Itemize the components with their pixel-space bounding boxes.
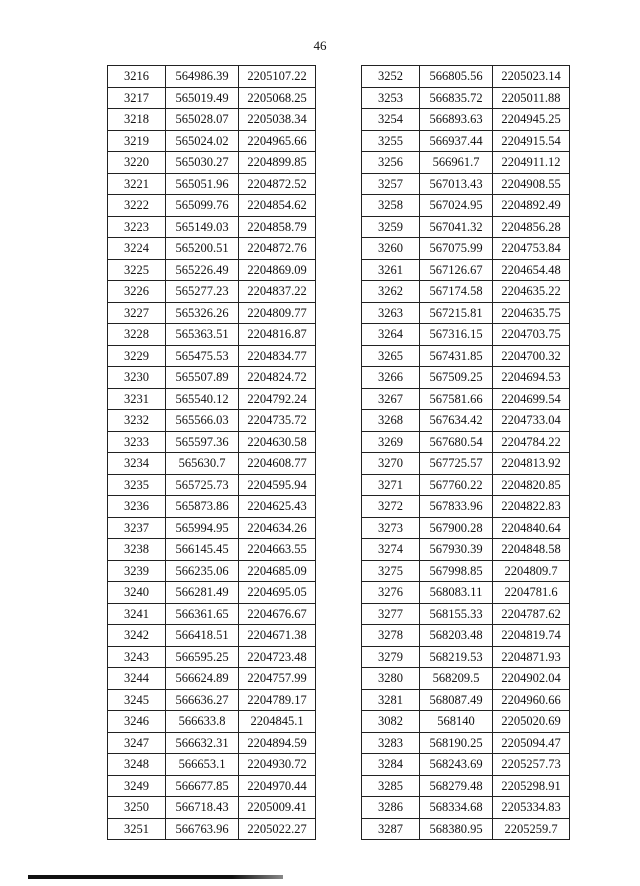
x-coordinate-cell: 566418.51 bbox=[166, 625, 239, 647]
x-coordinate-cell: 567174.58 bbox=[420, 281, 493, 303]
x-coordinate-cell: 568203.48 bbox=[420, 625, 493, 647]
y-coordinate-cell: 2204634.26 bbox=[239, 517, 316, 539]
y-coordinate-cell: 2205107.22 bbox=[239, 66, 316, 88]
table-row bbox=[362, 431, 570, 453]
table-row bbox=[108, 474, 316, 496]
y-coordinate-cell: 2204871.93 bbox=[493, 646, 570, 668]
y-coordinate-cell: 2205038.34 bbox=[239, 109, 316, 131]
point-id-cell: 3256 bbox=[362, 152, 420, 174]
x-coordinate-cell: 568380.95 bbox=[420, 818, 493, 840]
table-row bbox=[108, 324, 316, 346]
table-row bbox=[108, 388, 316, 410]
y-coordinate-cell: 2204840.64 bbox=[493, 517, 570, 539]
x-coordinate-cell: 566718.43 bbox=[166, 797, 239, 819]
y-coordinate-cell: 2204902.04 bbox=[493, 668, 570, 690]
point-id-cell: 3257 bbox=[362, 173, 420, 195]
x-coordinate-cell: 565024.02 bbox=[166, 130, 239, 152]
point-id-cell: 3261 bbox=[362, 259, 420, 281]
table-row bbox=[362, 216, 570, 238]
y-coordinate-cell: 2205298.91 bbox=[493, 775, 570, 797]
point-id-cell: 3228 bbox=[108, 324, 166, 346]
y-coordinate-cell: 2204848.58 bbox=[493, 539, 570, 561]
y-coordinate-cell: 2204816.87 bbox=[239, 324, 316, 346]
point-id-cell: 3216 bbox=[108, 66, 166, 88]
coordinate-table-right bbox=[361, 65, 570, 840]
table-row bbox=[362, 689, 570, 711]
y-coordinate-cell: 2204911.12 bbox=[493, 152, 570, 174]
point-id-cell: 3264 bbox=[362, 324, 420, 346]
point-id-cell: 3238 bbox=[108, 539, 166, 561]
x-coordinate-cell: 567509.25 bbox=[420, 367, 493, 389]
y-coordinate-cell: 2205022.27 bbox=[239, 818, 316, 840]
x-coordinate-cell: 567680.54 bbox=[420, 431, 493, 453]
table-row bbox=[108, 410, 316, 432]
x-coordinate-cell: 567215.81 bbox=[420, 302, 493, 324]
point-id-cell: 3223 bbox=[108, 216, 166, 238]
table-row bbox=[108, 173, 316, 195]
y-coordinate-cell: 2204753.84 bbox=[493, 238, 570, 260]
x-coordinate-cell: 566633.8 bbox=[166, 711, 239, 733]
table-row bbox=[108, 109, 316, 131]
x-coordinate-cell: 567930.39 bbox=[420, 539, 493, 561]
table-row bbox=[108, 797, 316, 819]
table-row bbox=[362, 238, 570, 260]
x-coordinate-cell: 565019.49 bbox=[166, 87, 239, 109]
x-coordinate-cell: 568190.25 bbox=[420, 732, 493, 754]
bottom-rule bbox=[28, 875, 283, 879]
x-coordinate-cell: 565149.03 bbox=[166, 216, 239, 238]
table-row bbox=[362, 195, 570, 217]
x-coordinate-cell: 567725.57 bbox=[420, 453, 493, 475]
table-row bbox=[108, 582, 316, 604]
table-row bbox=[108, 238, 316, 260]
x-coordinate-cell: 568334.68 bbox=[420, 797, 493, 819]
y-coordinate-cell: 2205094.47 bbox=[493, 732, 570, 754]
x-coordinate-cell: 566361.65 bbox=[166, 603, 239, 625]
table-row bbox=[108, 259, 316, 281]
x-coordinate-cell: 566937.44 bbox=[420, 130, 493, 152]
table-row bbox=[108, 130, 316, 152]
y-coordinate-cell: 2204700.32 bbox=[493, 345, 570, 367]
x-coordinate-cell: 565994.95 bbox=[166, 517, 239, 539]
x-coordinate-cell: 568219.53 bbox=[420, 646, 493, 668]
y-coordinate-cell: 2204787.62 bbox=[493, 603, 570, 625]
point-id-cell: 3286 bbox=[362, 797, 420, 819]
x-coordinate-cell: 565099.76 bbox=[166, 195, 239, 217]
table-row bbox=[362, 87, 570, 109]
y-coordinate-cell: 2204908.55 bbox=[493, 173, 570, 195]
point-id-cell: 3265 bbox=[362, 345, 420, 367]
point-id-cell: 3234 bbox=[108, 453, 166, 475]
y-coordinate-cell: 2204703.75 bbox=[493, 324, 570, 346]
point-id-cell: 3235 bbox=[108, 474, 166, 496]
y-coordinate-cell: 2204854.62 bbox=[239, 195, 316, 217]
x-coordinate-cell: 565507.89 bbox=[166, 367, 239, 389]
point-id-cell: 3220 bbox=[108, 152, 166, 174]
x-coordinate-cell: 567833.96 bbox=[420, 496, 493, 518]
table-row bbox=[362, 367, 570, 389]
y-coordinate-cell: 2205334.83 bbox=[493, 797, 570, 819]
point-id-cell: 3258 bbox=[362, 195, 420, 217]
table-row bbox=[108, 603, 316, 625]
x-coordinate-cell: 567900.28 bbox=[420, 517, 493, 539]
point-id-cell: 3253 bbox=[362, 87, 420, 109]
y-coordinate-cell: 2204654.48 bbox=[493, 259, 570, 281]
point-id-cell: 3273 bbox=[362, 517, 420, 539]
y-coordinate-cell: 2204822.83 bbox=[493, 496, 570, 518]
y-coordinate-cell: 2204630.58 bbox=[239, 431, 316, 453]
table-row bbox=[362, 646, 570, 668]
table-row bbox=[362, 130, 570, 152]
y-coordinate-cell: 2204635.75 bbox=[493, 302, 570, 324]
table-row bbox=[108, 496, 316, 518]
y-coordinate-cell: 2204837.22 bbox=[239, 281, 316, 303]
table-row bbox=[362, 474, 570, 496]
y-coordinate-cell: 2205023.14 bbox=[493, 66, 570, 88]
table-row bbox=[362, 603, 570, 625]
point-id-cell: 3259 bbox=[362, 216, 420, 238]
y-coordinate-cell: 2204663.55 bbox=[239, 539, 316, 561]
table-row bbox=[108, 689, 316, 711]
point-id-cell: 3266 bbox=[362, 367, 420, 389]
x-coordinate-cell: 566763.96 bbox=[166, 818, 239, 840]
table-row bbox=[362, 818, 570, 840]
point-id-cell: 3270 bbox=[362, 453, 420, 475]
x-coordinate-cell: 567581.66 bbox=[420, 388, 493, 410]
x-coordinate-cell: 567013.43 bbox=[420, 173, 493, 195]
x-coordinate-cell: 566835.72 bbox=[420, 87, 493, 109]
point-id-cell: 3217 bbox=[108, 87, 166, 109]
y-coordinate-cell: 2205011.88 bbox=[493, 87, 570, 109]
point-id-cell: 3245 bbox=[108, 689, 166, 711]
point-id-cell: 3251 bbox=[108, 818, 166, 840]
table-row bbox=[362, 797, 570, 819]
point-id-cell: 3250 bbox=[108, 797, 166, 819]
point-id-cell: 3248 bbox=[108, 754, 166, 776]
y-coordinate-cell: 2204694.53 bbox=[493, 367, 570, 389]
point-id-cell: 3254 bbox=[362, 109, 420, 131]
y-coordinate-cell: 2204671.38 bbox=[239, 625, 316, 647]
x-coordinate-cell: 565028.07 bbox=[166, 109, 239, 131]
table-row bbox=[362, 410, 570, 432]
y-coordinate-cell: 2204965.66 bbox=[239, 130, 316, 152]
point-id-cell: 3283 bbox=[362, 732, 420, 754]
table-row bbox=[108, 646, 316, 668]
table-row bbox=[108, 431, 316, 453]
table-row bbox=[108, 668, 316, 690]
point-id-cell: 3268 bbox=[362, 410, 420, 432]
point-id-cell: 3274 bbox=[362, 539, 420, 561]
point-id-cell: 3226 bbox=[108, 281, 166, 303]
table-row bbox=[362, 517, 570, 539]
point-id-cell: 3262 bbox=[362, 281, 420, 303]
point-id-cell: 3243 bbox=[108, 646, 166, 668]
table-row bbox=[108, 517, 316, 539]
point-id-cell: 3271 bbox=[362, 474, 420, 496]
point-id-cell: 3267 bbox=[362, 388, 420, 410]
x-coordinate-cell: 568083.11 bbox=[420, 582, 493, 604]
x-coordinate-cell: 567126.67 bbox=[420, 259, 493, 281]
table-row bbox=[108, 367, 316, 389]
point-id-cell: 3277 bbox=[362, 603, 420, 625]
table-row bbox=[362, 496, 570, 518]
point-id-cell: 3219 bbox=[108, 130, 166, 152]
table-row bbox=[108, 453, 316, 475]
point-id-cell: 3279 bbox=[362, 646, 420, 668]
table-row bbox=[362, 711, 570, 733]
y-coordinate-cell: 2204894.59 bbox=[239, 732, 316, 754]
y-coordinate-cell: 2205259.7 bbox=[493, 818, 570, 840]
x-coordinate-cell: 567998.85 bbox=[420, 560, 493, 582]
point-id-cell: 3246 bbox=[108, 711, 166, 733]
point-id-cell: 3237 bbox=[108, 517, 166, 539]
x-coordinate-cell: 566145.45 bbox=[166, 539, 239, 561]
point-id-cell: 3285 bbox=[362, 775, 420, 797]
table-row bbox=[108, 87, 316, 109]
y-coordinate-cell: 2204819.74 bbox=[493, 625, 570, 647]
y-coordinate-cell: 2204824.72 bbox=[239, 367, 316, 389]
point-id-cell: 3240 bbox=[108, 582, 166, 604]
x-coordinate-cell: 565540.12 bbox=[166, 388, 239, 410]
x-coordinate-cell: 566235.06 bbox=[166, 560, 239, 582]
table-row bbox=[362, 302, 570, 324]
y-coordinate-cell: 2204789.17 bbox=[239, 689, 316, 711]
table-row bbox=[362, 281, 570, 303]
table-row bbox=[362, 625, 570, 647]
y-coordinate-cell: 2204930.72 bbox=[239, 754, 316, 776]
x-coordinate-cell: 567316.15 bbox=[420, 324, 493, 346]
point-id-cell: 3249 bbox=[108, 775, 166, 797]
point-id-cell: 3247 bbox=[108, 732, 166, 754]
table-row bbox=[362, 109, 570, 131]
y-coordinate-cell: 2204757.99 bbox=[239, 668, 316, 690]
point-id-cell: 3287 bbox=[362, 818, 420, 840]
table-row bbox=[108, 711, 316, 733]
y-coordinate-cell: 2205257.73 bbox=[493, 754, 570, 776]
y-coordinate-cell: 2204960.66 bbox=[493, 689, 570, 711]
x-coordinate-cell: 565326.26 bbox=[166, 302, 239, 324]
table-row bbox=[362, 345, 570, 367]
y-coordinate-cell: 2204869.09 bbox=[239, 259, 316, 281]
x-coordinate-cell: 566653.1 bbox=[166, 754, 239, 776]
point-id-cell: 3221 bbox=[108, 173, 166, 195]
x-coordinate-cell: 565873.86 bbox=[166, 496, 239, 518]
x-coordinate-cell: 566632.31 bbox=[166, 732, 239, 754]
point-id-cell: 3229 bbox=[108, 345, 166, 367]
point-id-cell: 3255 bbox=[362, 130, 420, 152]
page-number: 46 bbox=[313, 38, 327, 53]
table-row bbox=[108, 732, 316, 754]
y-coordinate-cell: 2205020.69 bbox=[493, 711, 570, 733]
table-row bbox=[108, 625, 316, 647]
table-row bbox=[108, 560, 316, 582]
x-coordinate-cell: 566636.27 bbox=[166, 689, 239, 711]
x-coordinate-cell: 564986.39 bbox=[166, 66, 239, 88]
point-id-cell: 3227 bbox=[108, 302, 166, 324]
point-id-cell: 3233 bbox=[108, 431, 166, 453]
x-coordinate-cell: 565630.7 bbox=[166, 453, 239, 475]
point-id-cell: 3281 bbox=[362, 689, 420, 711]
point-id-cell: 3244 bbox=[108, 668, 166, 690]
point-id-cell: 3232 bbox=[108, 410, 166, 432]
x-coordinate-cell: 567041.32 bbox=[420, 216, 493, 238]
x-coordinate-cell: 568243.69 bbox=[420, 754, 493, 776]
y-coordinate-cell: 2204809.77 bbox=[239, 302, 316, 324]
point-id-cell: 3275 bbox=[362, 560, 420, 582]
table-row bbox=[362, 539, 570, 561]
y-coordinate-cell: 2204809.7 bbox=[493, 560, 570, 582]
table-row bbox=[108, 775, 316, 797]
x-coordinate-cell: 565597.36 bbox=[166, 431, 239, 453]
table-row bbox=[108, 66, 316, 88]
y-coordinate-cell: 2204723.48 bbox=[239, 646, 316, 668]
x-coordinate-cell: 568209.5 bbox=[420, 668, 493, 690]
y-coordinate-cell: 2204695.05 bbox=[239, 582, 316, 604]
x-coordinate-cell: 567075.99 bbox=[420, 238, 493, 260]
table-row bbox=[362, 775, 570, 797]
y-coordinate-cell: 2204899.85 bbox=[239, 152, 316, 174]
y-coordinate-cell: 2204792.24 bbox=[239, 388, 316, 410]
y-coordinate-cell: 2205068.25 bbox=[239, 87, 316, 109]
table-row bbox=[362, 259, 570, 281]
x-coordinate-cell: 567431.85 bbox=[420, 345, 493, 367]
y-coordinate-cell: 2204595.94 bbox=[239, 474, 316, 496]
point-id-cell: 3082 bbox=[362, 711, 420, 733]
y-coordinate-cell: 2204784.22 bbox=[493, 431, 570, 453]
y-coordinate-cell: 2204608.77 bbox=[239, 453, 316, 475]
x-coordinate-cell: 565566.03 bbox=[166, 410, 239, 432]
x-coordinate-cell: 565030.27 bbox=[166, 152, 239, 174]
y-coordinate-cell: 2204781.6 bbox=[493, 582, 570, 604]
table-row bbox=[108, 818, 316, 840]
table-row bbox=[362, 388, 570, 410]
x-coordinate-cell: 568087.49 bbox=[420, 689, 493, 711]
table-row bbox=[362, 152, 570, 174]
x-coordinate-cell: 567760.22 bbox=[420, 474, 493, 496]
table-row bbox=[108, 302, 316, 324]
y-coordinate-cell: 2204813.92 bbox=[493, 453, 570, 475]
y-coordinate-cell: 2205009.41 bbox=[239, 797, 316, 819]
y-coordinate-cell: 2204858.79 bbox=[239, 216, 316, 238]
x-coordinate-cell: 565200.51 bbox=[166, 238, 239, 260]
table-row bbox=[362, 732, 570, 754]
y-coordinate-cell: 2204856.28 bbox=[493, 216, 570, 238]
point-id-cell: 3284 bbox=[362, 754, 420, 776]
table-row bbox=[108, 152, 316, 174]
y-coordinate-cell: 2204625.43 bbox=[239, 496, 316, 518]
point-id-cell: 3236 bbox=[108, 496, 166, 518]
point-id-cell: 3276 bbox=[362, 582, 420, 604]
x-coordinate-cell: 566281.49 bbox=[166, 582, 239, 604]
table-row bbox=[108, 281, 316, 303]
y-coordinate-cell: 2204915.54 bbox=[493, 130, 570, 152]
table-row bbox=[362, 560, 570, 582]
coordinate-table-left bbox=[107, 65, 316, 840]
x-coordinate-cell: 565277.23 bbox=[166, 281, 239, 303]
x-coordinate-cell: 565475.53 bbox=[166, 345, 239, 367]
point-id-cell: 3230 bbox=[108, 367, 166, 389]
table-row bbox=[362, 668, 570, 690]
table-row bbox=[108, 754, 316, 776]
table-row bbox=[108, 345, 316, 367]
point-id-cell: 3224 bbox=[108, 238, 166, 260]
point-id-cell: 3242 bbox=[108, 625, 166, 647]
table-row bbox=[108, 195, 316, 217]
x-coordinate-cell: 568155.33 bbox=[420, 603, 493, 625]
y-coordinate-cell: 2204872.52 bbox=[239, 173, 316, 195]
x-coordinate-cell: 566893.63 bbox=[420, 109, 493, 131]
table-row bbox=[362, 173, 570, 195]
x-coordinate-cell: 566677.85 bbox=[166, 775, 239, 797]
point-id-cell: 3252 bbox=[362, 66, 420, 88]
table-row bbox=[362, 754, 570, 776]
x-coordinate-cell: 567024.95 bbox=[420, 195, 493, 217]
y-coordinate-cell: 2204834.77 bbox=[239, 345, 316, 367]
x-coordinate-cell: 566595.25 bbox=[166, 646, 239, 668]
x-coordinate-cell: 568140 bbox=[420, 711, 493, 733]
table-row bbox=[362, 66, 570, 88]
x-coordinate-cell: 567634.42 bbox=[420, 410, 493, 432]
x-coordinate-cell: 565051.96 bbox=[166, 173, 239, 195]
point-id-cell: 3222 bbox=[108, 195, 166, 217]
table-row bbox=[362, 582, 570, 604]
point-id-cell: 3231 bbox=[108, 388, 166, 410]
y-coordinate-cell: 2204970.44 bbox=[239, 775, 316, 797]
point-id-cell: 3269 bbox=[362, 431, 420, 453]
point-id-cell: 3260 bbox=[362, 238, 420, 260]
y-coordinate-cell: 2204945.25 bbox=[493, 109, 570, 131]
y-coordinate-cell: 2204733.04 bbox=[493, 410, 570, 432]
point-id-cell: 3278 bbox=[362, 625, 420, 647]
y-coordinate-cell: 2204820.85 bbox=[493, 474, 570, 496]
point-id-cell: 3280 bbox=[362, 668, 420, 690]
point-id-cell: 3272 bbox=[362, 496, 420, 518]
y-coordinate-cell: 2204872.76 bbox=[239, 238, 316, 260]
x-coordinate-cell: 566805.56 bbox=[420, 66, 493, 88]
y-coordinate-cell: 2204699.54 bbox=[493, 388, 570, 410]
y-coordinate-cell: 2204685.09 bbox=[239, 560, 316, 582]
point-id-cell: 3239 bbox=[108, 560, 166, 582]
table-row bbox=[362, 453, 570, 475]
point-id-cell: 3263 bbox=[362, 302, 420, 324]
y-coordinate-cell: 2204635.22 bbox=[493, 281, 570, 303]
x-coordinate-cell: 565226.49 bbox=[166, 259, 239, 281]
point-id-cell: 3241 bbox=[108, 603, 166, 625]
y-coordinate-cell: 2204845.1 bbox=[239, 711, 316, 733]
point-id-cell: 3225 bbox=[108, 259, 166, 281]
table-row bbox=[108, 216, 316, 238]
y-coordinate-cell: 2204735.72 bbox=[239, 410, 316, 432]
table-row bbox=[108, 539, 316, 561]
y-coordinate-cell: 2204676.67 bbox=[239, 603, 316, 625]
point-id-cell: 3218 bbox=[108, 109, 166, 131]
y-coordinate-cell: 2204892.49 bbox=[493, 195, 570, 217]
table-row bbox=[362, 324, 570, 346]
x-coordinate-cell: 566961.7 bbox=[420, 152, 493, 174]
x-coordinate-cell: 568279.48 bbox=[420, 775, 493, 797]
x-coordinate-cell: 566624.89 bbox=[166, 668, 239, 690]
x-coordinate-cell: 565725.73 bbox=[166, 474, 239, 496]
x-coordinate-cell: 565363.51 bbox=[166, 324, 239, 346]
